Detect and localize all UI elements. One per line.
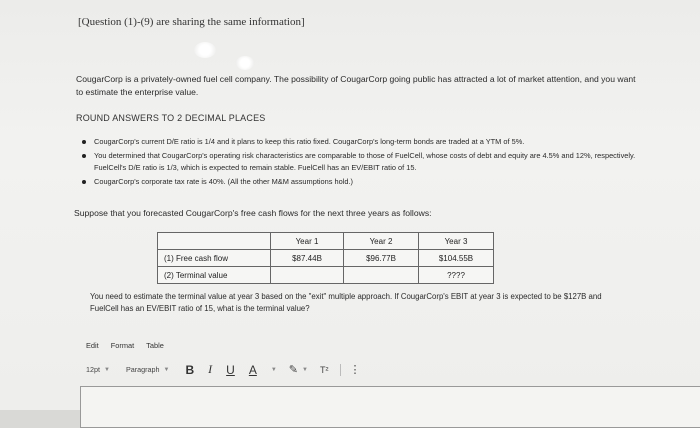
question-text: You need to estimate the terminal value at year 3 based on the "exit" multiple approach. If CougarCorp's EBIT at year 3 is expected to be $127B and FuelCell has an EV/EBIT ratio of 15, what is the terminal value? [90, 292, 602, 313]
assumption-list [82, 136, 642, 189]
bold-button[interactable]: B [185, 362, 195, 377]
table-cell [344, 267, 419, 284]
paragraph-value: Paragraph [125, 365, 160, 374]
chevron-down-icon[interactable]: ▼ [302, 366, 308, 373]
table-cell: $96.77B [344, 250, 419, 267]
menu-format[interactable]: Format [110, 341, 135, 350]
font-size-select[interactable] [86, 365, 110, 374]
cash-flow-table [157, 232, 494, 284]
row-label: (2) Terminal value [158, 267, 271, 284]
table-header-cell: Year 1 [271, 233, 344, 250]
paragraph-select[interactable] [126, 365, 170, 374]
table-header-cell: Year 3 [419, 233, 494, 250]
table-cell [271, 267, 344, 284]
suppose-text: Suppose that you forecasted CougarCorp's free cash flows for the next three years as follows: [74, 208, 432, 218]
list-item: CougarCorp's corporate tax rate is 40%. (All the other M&M assumptions hold.) [82, 176, 642, 189]
menu-edit[interactable]: Edit [86, 341, 99, 350]
table-row [158, 267, 494, 284]
highlight-icon[interactable]: ✎ [288, 364, 299, 376]
table-header-cell [158, 233, 271, 250]
editor-toolbar [86, 362, 360, 377]
page-title: [Question (1)-(9) are sharing the same information] [78, 16, 305, 28]
table-row [158, 250, 494, 267]
italic-button[interactable]: I [208, 362, 213, 376]
table-header-cell: Year 2 [344, 233, 419, 250]
font-size-value: 12pt [86, 365, 100, 374]
table-cell: $104.55B [419, 250, 494, 267]
row-label: (1) Free cash flow [158, 250, 271, 267]
table-cell: ???? [419, 267, 494, 284]
menu-table[interactable]: Table [146, 341, 164, 350]
toolbar-divider [340, 364, 341, 376]
list-item: You determined that CougarCorp's operating risk characteristics are comparable to those of FuelCell, whose costs of debt and equity are 4.5% and 12%, respectively. FuelCell's D/E ratio is 1/3, which is expected to remain stable. FuelCell has an EV/EBIT ratio of 15. [82, 150, 642, 175]
superscript-button[interactable]: T² [319, 364, 329, 375]
rounding-note: ROUND ANSWERS TO 2 DECIMAL PLACES [76, 113, 266, 123]
editor-menubar [86, 341, 164, 350]
glare-spot [236, 56, 254, 70]
answer-text-area[interactable] [80, 386, 700, 428]
underline-button[interactable]: U [226, 362, 235, 377]
table-header-row [158, 233, 494, 250]
intro-paragraph: CougarCorp is a privately-owned fuel cell company. The possibility of CougarCorp going public has attracted a lot of market attention, and you want to estimate the enterprise value. [76, 74, 636, 97]
glare-spot [194, 42, 216, 58]
text-color-button[interactable]: A [248, 362, 257, 377]
chevron-down-icon: ▼ [104, 366, 110, 373]
list-item: CougarCorp's current D/E ratio is 1/4 and it plans to keep this ratio fixed. CougarCorp's long-term bonds are traded at a YTM of 5%. [82, 136, 642, 149]
more-options-icon[interactable]: ⋮ [349, 364, 361, 376]
chevron-down-icon[interactable]: ▼ [270, 366, 277, 373]
chevron-down-icon: ▼ [163, 366, 170, 373]
table-cell: $87.44B [271, 250, 344, 267]
